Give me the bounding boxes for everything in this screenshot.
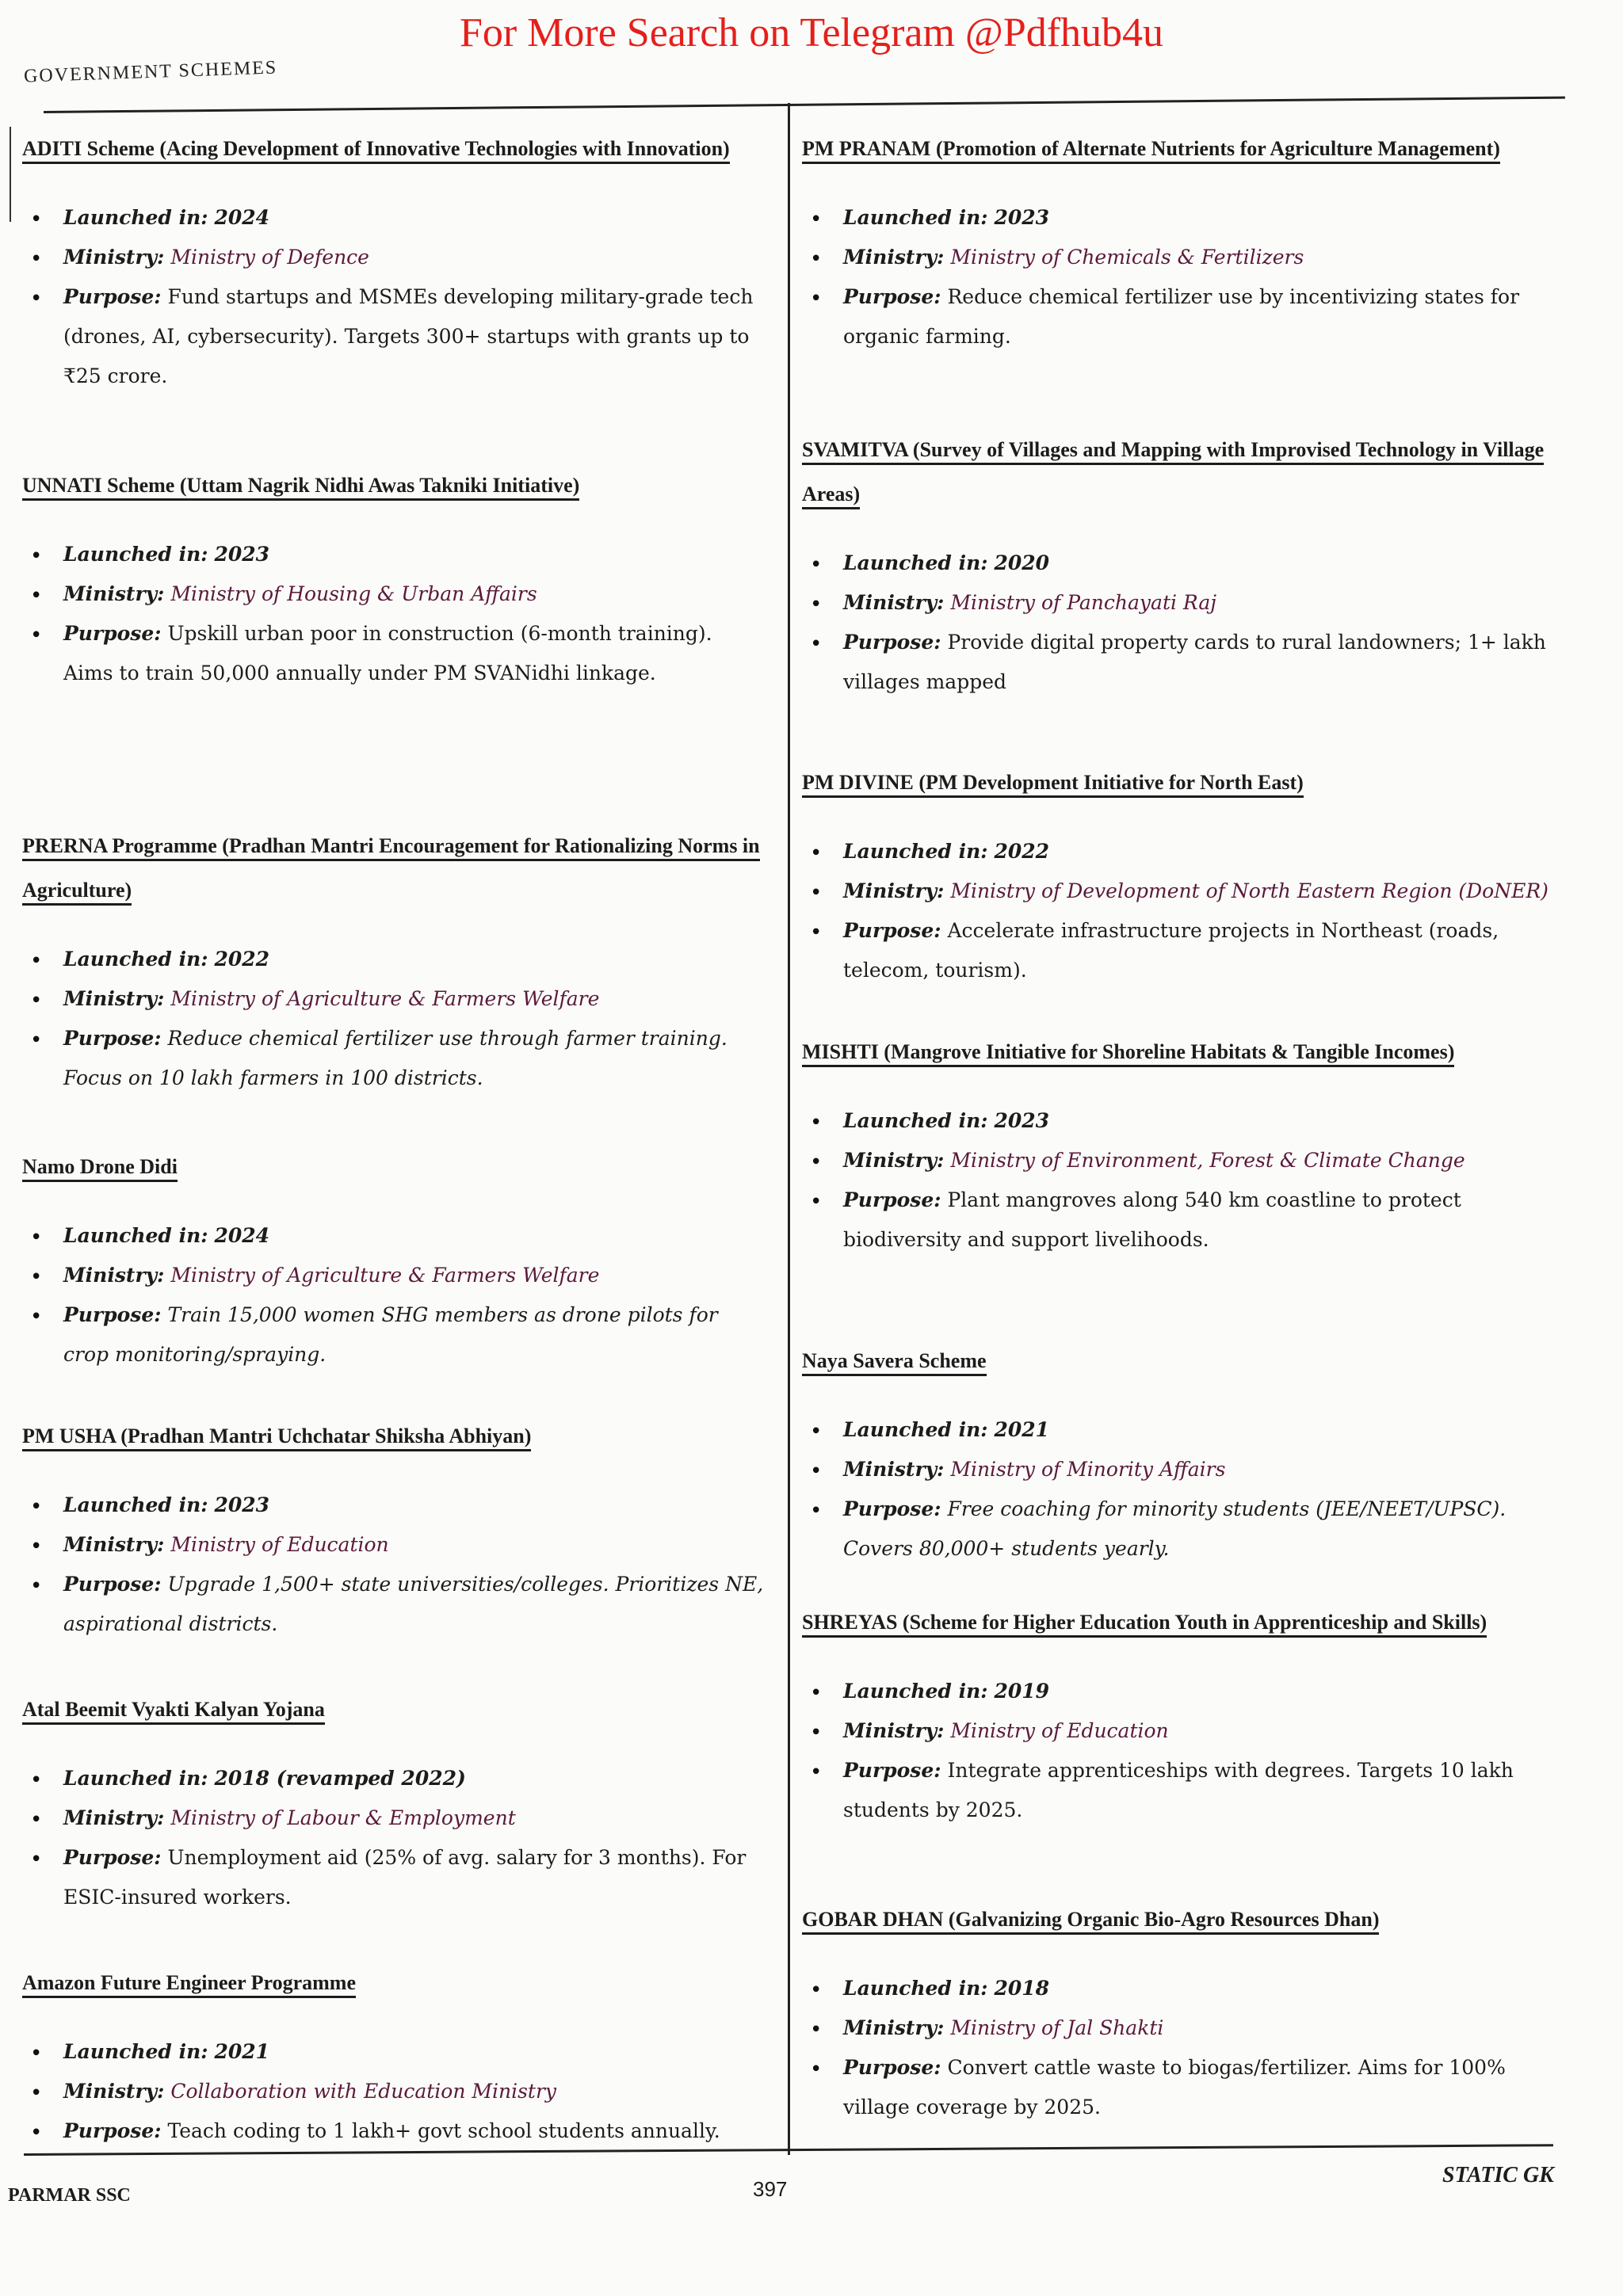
purpose-item: • Purpose: Provide digital property cards to rural landowners; 1+ lakh villages mapped: [802, 623, 1555, 702]
launched-item: • Launched in: 2018 (revamped 2022): [22, 1759, 767, 1798]
purpose-item: • Purpose: Unemployment aid (25% of avg. salary for 3 months). For ESIC-insured workers.: [22, 1838, 767, 1917]
scheme-title: ADITI Scheme (Acing Development of Innovative Technologies with Innovation): [22, 127, 767, 171]
purpose-item: • Purpose: Plant mangroves along 540 km coastline to protect biodiversity and support livelihoods.: [802, 1180, 1555, 1260]
ministry-item: • Ministry: Ministry of Development of North Eastern Region (DoNER): [802, 871, 1555, 911]
purpose-item: • Purpose: Reduce chemical fertilizer use by incentivizing states for organic farming.: [802, 277, 1555, 357]
scheme-pm-pranam: [802, 127, 1555, 357]
ministry-item: • Ministry: Ministry of Agriculture & Farmers Welfare: [22, 1256, 767, 1295]
scheme-pm-usha: [22, 1414, 767, 1644]
ministry-item: • Ministry: Collaboration with Education Ministry: [22, 2072, 767, 2111]
launched-item: • Launched in: 2022: [802, 832, 1555, 871]
purpose-item: • Purpose: Convert cattle waste to biogas/fertilizer. Aims for 100% village coverage by 2025.: [802, 2048, 1555, 2127]
launched-item: • Launched in: 2024: [22, 1216, 767, 1256]
scheme-naya-savera: [802, 1339, 1555, 1569]
scheme-unnati: [22, 463, 767, 693]
launched-item: • Launched in: 2020: [802, 543, 1555, 583]
scheme-title: Atal Beemit Vyakti Kalyan Yojana: [22, 1688, 767, 1732]
section-header-label: GOVERNMENT SCHEMES: [23, 57, 278, 87]
scheme-aditi: [22, 127, 767, 396]
footer-section: STATIC GK: [1442, 2163, 1554, 2187]
scheme-mishti: [802, 1030, 1555, 1260]
launched-item: • Launched in: 2021: [22, 2032, 767, 2072]
scheme-title: SVAMITVA (Survey of Villages and Mapping with Improvised Technology in Village Areas): [802, 428, 1555, 517]
ministry-item: • Ministry: Ministry of Labour & Employment: [22, 1798, 767, 1838]
ministry-item: • Ministry: Ministry of Education: [802, 1711, 1555, 1751]
ministry-item: • Ministry: Ministry of Education: [22, 1525, 767, 1565]
launched-item: • Launched in: 2023: [802, 1101, 1555, 1141]
scheme-title: Amazon Future Engineer Programme: [22, 1961, 767, 2005]
launched-item: • Launched in: 2021: [802, 1410, 1555, 1450]
scheme-svamitva: [802, 428, 1555, 702]
launched-item: • Launched in: 2023: [802, 198, 1555, 238]
scheme-title: MISHTI (Mangrove Initiative for Shoreline Habitats & Tangible Incomes): [802, 1030, 1555, 1074]
ministry-item: • Ministry: Ministry of Environment, Forest & Climate Change: [802, 1141, 1555, 1180]
purpose-item: • Purpose: Reduce chemical fertilizer use through farmer training. Focus on 10 lakh farmers in 100 districts.: [22, 1019, 767, 1098]
scheme-title: UNNATI Scheme (Uttam Nagrik Nidhi Awas Takniki Initiative): [22, 463, 767, 508]
scheme-title: SHREYAS (Scheme for Higher Education Youth in Apprenticeship and Skills): [802, 1600, 1555, 1645]
purpose-item: • Purpose: Fund startups and MSMEs developing military-grade tech (drones, AI, cybersecurity). Targets 300+ startups with grants up to ₹25 crore.: [22, 277, 767, 396]
launched-item: • Launched in: 2022: [22, 940, 767, 979]
purpose-item: • Purpose: Upskill urban poor in construction (6-month training). Aims to train 50,000 annually under PM SVANidhi linkage.: [22, 614, 767, 693]
ministry-item: • Ministry: Ministry of Minority Affairs: [802, 1450, 1555, 1489]
scheme-title: Namo Drone Didi: [22, 1145, 767, 1189]
scheme-title: GOBAR DHAN (Galvanizing Organic Bio-Agro Resources Dhan): [802, 1897, 1555, 1942]
scheme-pm-divine: [802, 761, 1555, 990]
column-divider: [788, 103, 790, 2155]
ministry-item: • Ministry: Ministry of Defence: [22, 238, 767, 277]
launched-item: • Launched in: 2023: [22, 535, 767, 574]
purpose-item: • Purpose: Upgrade 1,500+ state universities/colleges. Prioritizes NE, aspirational districts.: [22, 1565, 767, 1644]
scheme-atal-beemit: [22, 1688, 767, 1917]
ministry-item: • Ministry: Ministry of Panchayati Raj: [802, 583, 1555, 623]
scheme-gobar-dhan: [802, 1897, 1555, 2127]
launched-item: • Launched in: 2023: [22, 1486, 767, 1525]
purpose-item: • Purpose: Train 15,000 women SHG members as drone pilots for crop monitoring/spraying.: [22, 1295, 767, 1375]
ministry-item: • Ministry: Ministry of Housing & Urban Affairs: [22, 574, 767, 614]
launched-item: • Launched in: 2018: [802, 1969, 1555, 2008]
scheme-title: Naya Savera Scheme: [802, 1339, 1555, 1383]
left-margin-rule: [10, 127, 11, 222]
footer-publisher: PARMAR SSC: [8, 2185, 131, 2206]
launched-item: • Launched in: 2019: [802, 1672, 1555, 1711]
scheme-shreyas: [802, 1600, 1555, 1830]
purpose-item: • Purpose: Teach coding to 1 lakh+ govt school students annually.: [22, 2111, 767, 2151]
scheme-title: PM USHA (Pradhan Mantri Uchchatar Shiksha Abhiyan): [22, 1414, 767, 1459]
top-rule: [44, 97, 1565, 113]
purpose-item: • Purpose: Integrate apprenticeships with degrees. Targets 10 lakh students by 2025.: [802, 1751, 1555, 1830]
scheme-title: PM DIVINE (PM Development Initiative for North East): [802, 761, 1555, 805]
scheme-amazon-future-engineer: [22, 1961, 767, 2151]
telegram-banner: For More Search on Telegram @Pdfhub4u: [459, 10, 1164, 55]
purpose-item: • Purpose: Accelerate infrastructure projects in Northeast (roads, telecom, tourism).: [802, 911, 1555, 990]
launched-item: • Launched in: 2024: [22, 198, 767, 238]
scheme-namo-drone-didi: [22, 1145, 767, 1375]
scheme-title: PM PRANAM (Promotion of Alternate Nutrients for Agriculture Management): [802, 127, 1555, 171]
scheme-title: PRERNA Programme (Pradhan Mantri Encouragement for Rationalizing Norms in Agriculture): [22, 824, 767, 913]
ministry-item: • Ministry: Ministry of Chemicals & Fertilizers: [802, 238, 1555, 277]
scheme-prerna: [22, 824, 767, 1098]
purpose-item: • Purpose: Free coaching for minority students (JEE/NEET/UPSC). Covers 80,000+ students yearly.: [802, 1489, 1555, 1569]
ministry-item: • Ministry: Ministry of Agriculture & Farmers Welfare: [22, 979, 767, 1019]
page-number: 397: [753, 2177, 788, 2201]
ministry-item: • Ministry: Ministry of Jal Shakti: [802, 2008, 1555, 2048]
